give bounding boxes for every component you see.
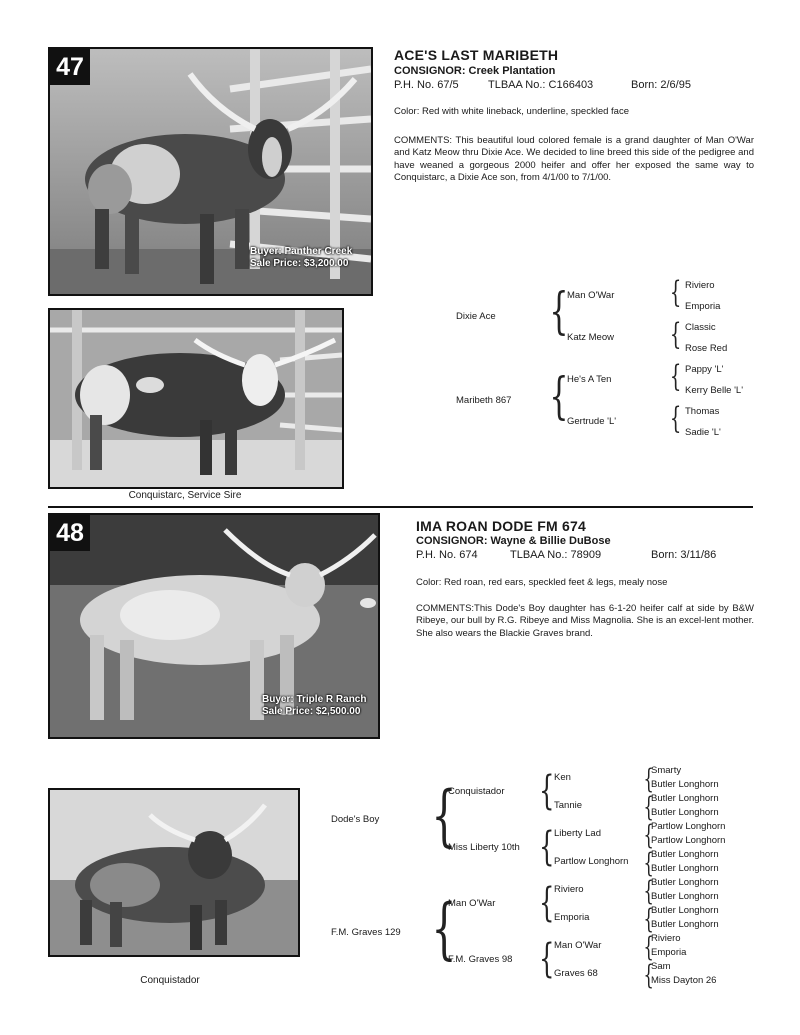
pedigree-g3: Rose Red [685,343,728,354]
ph-number: P.H. No. 67/5 [394,79,459,91]
pedigree-g3: Graves 68 [554,968,598,979]
pedigree-g3: Tannie [554,800,582,811]
pedigree-g3: Man O'War [554,940,602,951]
pedigree-sire-dam: Katz Meow [567,332,614,343]
section-divider [48,506,753,508]
pedigree-g3: Riviero [685,280,715,291]
pedigree-g4: Butler Longhorn [651,891,719,902]
pedigree-g3: Sadie 'L' [685,427,721,438]
bull-photo-illustration [50,310,342,487]
pedigree-g3: Thomas [685,406,720,417]
lot-48-comments: COMMENTS:This Dode's Boy daughter has 6-1-20 heifer calf at side by B&W Ribeye, our bull by R.G. Ribeye and Miss Magnolia. She is an excel-lent mother. She also wears the Blackie Graves brand. [416,603,754,639]
pedigree-sire-sire: Conquistador [448,786,505,797]
bracket-icon: { [669,317,682,352]
pedigree-dam-sire: He's A Ten [567,374,612,385]
lot-48-color: Color: Red roan, red ears, speckled feet & legs, mealy nose [416,577,668,588]
pedigree-g4: Partlow Longhorn [651,821,726,832]
pedigree-g3: Partlow Longhorn [554,856,629,867]
lot-47-color: Color: Red with white lineback, underline, speckled face [394,106,629,117]
bracket-icon: { [669,401,682,436]
buyer-text: Buyer: Panther Creek [250,246,353,257]
pedigree-g4: Miss Dayton 26 [651,975,717,986]
bracket-icon: { [539,880,555,926]
pedigree-g3: Kerry Belle 'L' [685,385,744,396]
lot-number-badge: 48 [50,515,90,551]
pedigree-g4: Smarty [651,765,682,776]
bracket-icon: { [669,275,682,310]
bracket-icon: { [643,820,654,851]
bracket-icon: { [643,764,654,795]
ph-number: P.H. No. 674 [416,549,478,561]
sire-photo-caption: Conquistador [140,975,200,986]
lot-48-title: IMA ROAN DODE FM 674 [416,518,586,534]
buyer-text: Buyer: Triple R Ranch [262,694,367,705]
lot-number-badge: 47 [50,49,90,85]
pedigree-g3: Riviero [554,884,584,895]
bracket-icon: { [643,960,654,991]
tlbaa-number: TLBAA No.: C166403 [488,79,594,91]
pedigree-sire-sire: Man O'War [567,290,615,301]
pedigree-g4: Riviero [651,933,681,944]
bracket-icon: { [549,282,569,340]
sire-photo [48,788,300,957]
pedigree-g4: Partlow Longhorn [651,835,726,846]
lot-48-registration-line [416,549,756,563]
bull-photo-illustration [50,790,298,955]
pedigree-g4: Butler Longhorn [651,905,719,916]
pedigree-dam: F.M. Graves 129 [331,927,401,938]
buyer-overlay [262,694,366,718]
lot-47-comments: COMMENTS: This beautiful loud colored female is a grand daughter of Man O'War and Katz Meow thru Dixie Ace. We decided to line breed this side of the pedigree and have weaned a gorgeous 2000 heifer and offer her exposed the same way to Conquistarc, a Dixie Ace son, from 4/1/00 to 7/1/00. [394,135,754,183]
pedigree-g4: Butler Longhorn [651,779,719,790]
pedigree-g3: Classic [685,322,716,333]
pedigree-g3: Emporia [685,301,721,312]
pedigree-g4: Sam [651,961,671,972]
birth-date: Born: 3/11/86 [651,549,717,561]
pedigree-sire: Dixie Ace [456,311,496,322]
bracket-icon: { [643,792,654,823]
bracket-icon: { [549,367,569,425]
bracket-icon: { [643,876,654,907]
pedigree-g3: Ken [554,772,571,783]
tlbaa-number: TLBAA No.: 78909 [510,549,602,561]
bracket-icon: { [669,359,682,394]
bracket-icon: { [539,936,555,982]
pedigree-sire-dam: Miss Liberty 10th [448,842,520,853]
lot-48-photo [48,513,380,739]
bracket-icon: { [431,890,457,967]
pedigree-g3: Emporia [554,912,590,923]
bracket-icon: { [431,777,457,854]
pedigree-g4: Butler Longhorn [651,807,719,818]
pedigree-g4: Butler Longhorn [651,877,719,888]
pedigree-g3: Pappy 'L' [685,364,724,375]
pedigree-dam-dam: Gertrude 'L' [567,416,617,427]
sale-price-text: Sale Price: $3,200.00 [250,258,349,269]
lot-47-photo [48,47,373,296]
bracket-icon: { [643,848,654,879]
lot-47-registration-line [394,79,754,93]
lot-47-title: ACE'S LAST MARIBETH [394,47,559,63]
pedigree-g4: Butler Longhorn [651,919,719,930]
pedigree-dam: Maribeth 867 [456,395,512,406]
sale-price-text: Sale Price: $2,500.00 [262,706,361,717]
bracket-icon: { [539,824,555,870]
pedigree-g4: Emporia [651,947,687,958]
pedigree-g4: Butler Longhorn [651,793,719,804]
pedigree-g4: Butler Longhorn [651,849,719,860]
pedigree-g4: Butler Longhorn [651,863,719,874]
service-sire-caption: Conquistarc, Service Sire [128,490,242,501]
service-sire-photo [48,308,344,489]
pedigree-dam-sire: Man O'War [448,898,496,909]
pedigree-sire: Dode's Boy [331,814,380,825]
lot-48-consignor: CONSIGNOR: Wayne & Billie DuBose [416,535,611,547]
buyer-overlay [250,246,352,270]
bracket-icon: { [643,904,654,935]
bracket-icon: { [539,768,555,814]
bracket-icon: { [643,932,654,963]
birth-date: Born: 2/6/95 [631,79,691,91]
pedigree-dam-dam: F.M. Graves 98 [448,954,513,965]
pedigree-g3: Liberty Lad [554,828,602,839]
lot-47-consignor: CONSIGNOR: Creek Plantation [394,65,556,77]
